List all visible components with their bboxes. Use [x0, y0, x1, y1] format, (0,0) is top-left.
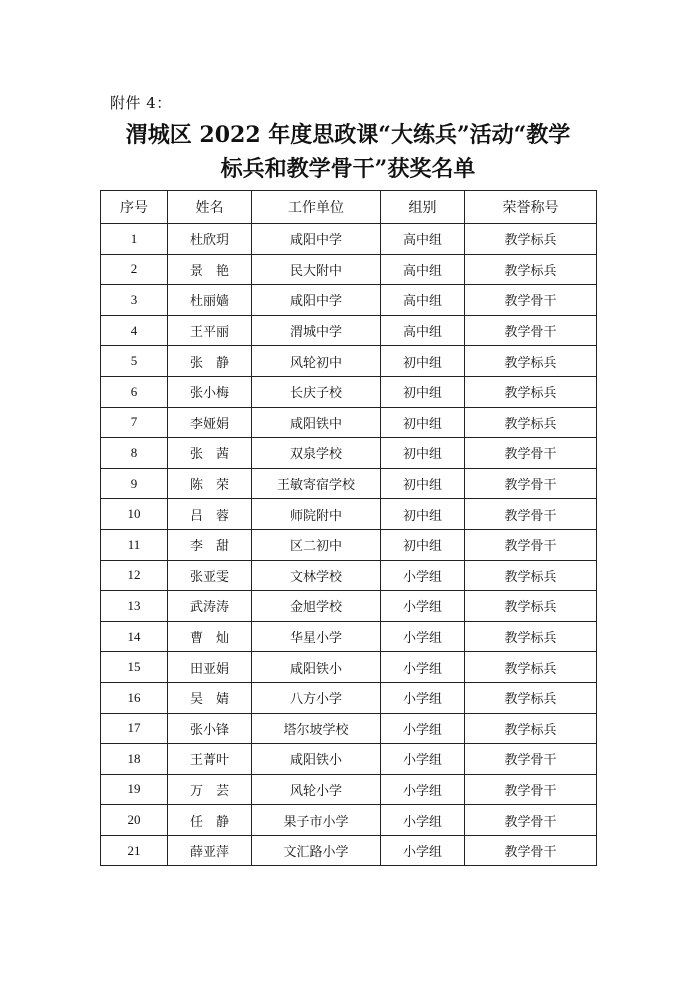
work-unit-cell: 风轮小学	[252, 774, 381, 805]
table-row	[101, 438, 597, 469]
honor-title-cell: 教学标兵	[465, 591, 597, 622]
document-title-line-2: 标兵和教学骨干”获奖名单	[220, 156, 476, 182]
table-row	[101, 713, 597, 744]
name-cell: 武涛涛	[168, 591, 252, 622]
serial-number-cell: 8	[101, 438, 168, 469]
header-work-unit: 工作单位	[252, 191, 381, 224]
table-row	[101, 529, 597, 560]
serial-number-cell: 21	[101, 835, 168, 866]
work-unit-cell: 咸阳中学	[252, 285, 381, 316]
serial-number-cell: 2	[101, 254, 168, 285]
group-cell: 小学组	[381, 591, 465, 622]
table-row	[101, 591, 597, 622]
table-row	[101, 224, 597, 255]
name-cell: 张 静	[168, 346, 252, 377]
name-cell: 李 甜	[168, 529, 252, 560]
table-row	[101, 254, 597, 285]
work-unit-cell: 华星小学	[252, 621, 381, 652]
award-list-table	[100, 190, 597, 866]
honor-title-cell: 教学骨干	[465, 438, 597, 469]
serial-number-cell: 13	[101, 591, 168, 622]
serial-number-cell: 6	[101, 376, 168, 407]
work-unit-cell: 师院附中	[252, 499, 381, 530]
work-unit-cell: 咸阳中学	[252, 224, 381, 255]
serial-number-cell: 11	[101, 529, 168, 560]
serial-number-cell: 12	[101, 560, 168, 591]
table-body	[101, 224, 597, 866]
serial-number-cell: 3	[101, 285, 168, 316]
name-cell: 陈 荣	[168, 468, 252, 499]
name-cell: 张小梅	[168, 376, 252, 407]
name-cell: 吕 蓉	[168, 499, 252, 530]
work-unit-cell: 咸阳铁中	[252, 407, 381, 438]
serial-number-cell: 17	[101, 713, 168, 744]
name-cell: 王平丽	[168, 315, 252, 346]
group-cell: 初中组	[381, 407, 465, 438]
group-cell: 小学组	[381, 621, 465, 652]
group-cell: 高中组	[381, 254, 465, 285]
group-cell: 初中组	[381, 468, 465, 499]
honor-title-cell: 教学标兵	[465, 407, 597, 438]
serial-number-cell: 14	[101, 621, 168, 652]
name-cell: 景 艳	[168, 254, 252, 285]
table-row	[101, 805, 597, 836]
honor-title-cell: 教学标兵	[465, 621, 597, 652]
table-row	[101, 744, 597, 775]
honor-title-cell: 教学骨干	[465, 468, 597, 499]
table-row	[101, 621, 597, 652]
honor-title-cell: 教学骨干	[465, 529, 597, 560]
table-row	[101, 315, 597, 346]
honor-title-cell: 教学标兵	[465, 376, 597, 407]
group-cell: 高中组	[381, 315, 465, 346]
name-cell: 张 茜	[168, 438, 252, 469]
serial-number-cell: 15	[101, 652, 168, 683]
document-title-line-1: 渭城区 2022 年度思政课“大练兵”活动“教学	[125, 122, 571, 148]
table-row	[101, 346, 597, 377]
group-cell: 初中组	[381, 529, 465, 560]
honor-title-cell: 教学骨干	[465, 499, 597, 530]
group-cell: 初中组	[381, 438, 465, 469]
work-unit-cell: 塔尔坡学校	[252, 713, 381, 744]
work-unit-cell: 八方小学	[252, 682, 381, 713]
table-row	[101, 407, 597, 438]
table-row	[101, 376, 597, 407]
work-unit-cell: 金旭学校	[252, 591, 381, 622]
serial-number-cell: 18	[101, 744, 168, 775]
work-unit-cell: 文汇路小学	[252, 835, 381, 866]
honor-title-cell: 教学标兵	[465, 713, 597, 744]
name-cell: 王菁叶	[168, 744, 252, 775]
group-cell: 高中组	[381, 224, 465, 255]
table-row	[101, 285, 597, 316]
serial-number-cell: 9	[101, 468, 168, 499]
table-row	[101, 835, 597, 866]
name-cell: 杜欣玥	[168, 224, 252, 255]
work-unit-cell: 双泉学校	[252, 438, 381, 469]
group-cell: 初中组	[381, 346, 465, 377]
group-cell: 小学组	[381, 713, 465, 744]
work-unit-cell: 果子市小学	[252, 805, 381, 836]
name-cell: 曹 灿	[168, 621, 252, 652]
attachment-label: 附件 4：	[110, 94, 172, 112]
name-cell: 任 静	[168, 805, 252, 836]
group-cell: 初中组	[381, 376, 465, 407]
honor-title-cell: 教学标兵	[465, 254, 597, 285]
group-cell: 小学组	[381, 682, 465, 713]
group-cell: 小学组	[381, 652, 465, 683]
header-group: 组别	[381, 191, 465, 224]
work-unit-cell: 长庆子校	[252, 376, 381, 407]
work-unit-cell: 咸阳铁小	[252, 652, 381, 683]
name-cell: 张小锋	[168, 713, 252, 744]
honor-title-cell: 教学骨干	[465, 315, 597, 346]
table-row	[101, 468, 597, 499]
honor-title-cell: 教学标兵	[465, 652, 597, 683]
header-honor-title: 荣誉称号	[465, 191, 597, 224]
honor-title-cell: 教学骨干	[465, 285, 597, 316]
work-unit-cell: 风轮初中	[252, 346, 381, 377]
honor-title-cell: 教学标兵	[465, 346, 597, 377]
header-serial-number: 序号	[101, 191, 168, 224]
serial-number-cell: 20	[101, 805, 168, 836]
group-cell: 小学组	[381, 744, 465, 775]
group-cell: 小学组	[381, 835, 465, 866]
name-cell: 杜丽嫱	[168, 285, 252, 316]
name-cell: 万 芸	[168, 774, 252, 805]
table-row	[101, 682, 597, 713]
honor-title-cell: 教学骨干	[465, 805, 597, 836]
honor-title-cell: 教学骨干	[465, 744, 597, 775]
header-name: 姓名	[168, 191, 252, 224]
work-unit-cell: 王敏寄宿学校	[252, 468, 381, 499]
honor-title-cell: 教学骨干	[465, 774, 597, 805]
honor-title-cell: 教学标兵	[465, 560, 597, 591]
serial-number-cell: 1	[101, 224, 168, 255]
group-cell: 小学组	[381, 560, 465, 591]
work-unit-cell: 文林学校	[252, 560, 381, 591]
group-cell: 小学组	[381, 774, 465, 805]
table-row	[101, 499, 597, 530]
honor-title-cell: 教学骨干	[465, 835, 597, 866]
name-cell: 李娅娟	[168, 407, 252, 438]
work-unit-cell: 民大附中	[252, 254, 381, 285]
honor-title-cell: 教学标兵	[465, 682, 597, 713]
work-unit-cell: 咸阳铁小	[252, 744, 381, 775]
serial-number-cell: 7	[101, 407, 168, 438]
table-header-row	[101, 191, 597, 224]
name-cell: 吴 婧	[168, 682, 252, 713]
group-cell: 高中组	[381, 285, 465, 316]
table-row	[101, 652, 597, 683]
work-unit-cell: 渭城中学	[252, 315, 381, 346]
group-cell: 初中组	[381, 499, 465, 530]
serial-number-cell: 19	[101, 774, 168, 805]
honor-title-cell: 教学标兵	[465, 224, 597, 255]
work-unit-cell: 区二初中	[252, 529, 381, 560]
serial-number-cell: 5	[101, 346, 168, 377]
group-cell: 小学组	[381, 805, 465, 836]
name-cell: 张亚雯	[168, 560, 252, 591]
table-row	[101, 560, 597, 591]
name-cell: 田亚娟	[168, 652, 252, 683]
serial-number-cell: 10	[101, 499, 168, 530]
table-row	[101, 774, 597, 805]
serial-number-cell: 16	[101, 682, 168, 713]
name-cell: 薛亚萍	[168, 835, 252, 866]
serial-number-cell: 4	[101, 315, 168, 346]
